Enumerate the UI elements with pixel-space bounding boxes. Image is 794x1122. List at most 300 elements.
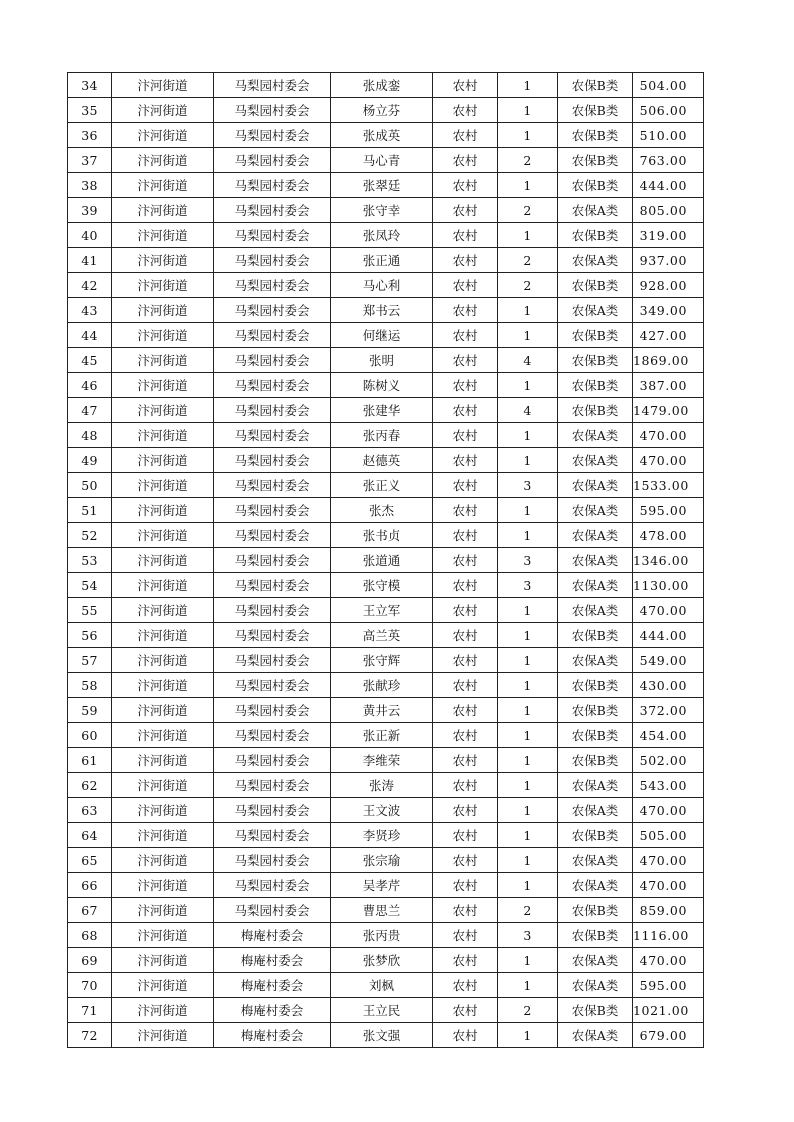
- row-number-cell: 57: [68, 648, 112, 673]
- name-cell: 曹思兰: [331, 898, 433, 923]
- street-cell: 汴河街道: [112, 823, 214, 848]
- area-type-cell: 农村: [433, 748, 498, 773]
- category-cell: 农保B类: [558, 623, 633, 648]
- committee-cell: 马梨园村委会: [214, 673, 331, 698]
- household-count-cell: 1: [498, 173, 558, 198]
- row-number-cell: 47: [68, 398, 112, 423]
- area-type-cell: 农村: [433, 423, 498, 448]
- category-cell: 农保A类: [558, 798, 633, 823]
- name-cell: 张丙贵: [331, 923, 433, 948]
- category-cell: 农保B类: [558, 273, 633, 298]
- committee-cell: 马梨园村委会: [214, 98, 331, 123]
- area-type-cell: 农村: [433, 798, 498, 823]
- name-cell: 陈树义: [331, 373, 433, 398]
- category-cell: 农保A类: [558, 423, 633, 448]
- household-count-cell: 1: [498, 948, 558, 973]
- area-type-cell: 农村: [433, 898, 498, 923]
- table-row: [68, 323, 704, 348]
- amount-cell: 1533.00: [633, 473, 704, 498]
- row-number-cell: 45: [68, 348, 112, 373]
- table-row: [68, 273, 704, 298]
- area-type-cell: 农村: [433, 948, 498, 973]
- table-row: [68, 73, 704, 98]
- row-number-cell: 68: [68, 923, 112, 948]
- row-number-cell: 42: [68, 273, 112, 298]
- row-number-cell: 48: [68, 423, 112, 448]
- table-row: [68, 698, 704, 723]
- committee-cell: 马梨园村委会: [214, 798, 331, 823]
- category-cell: 农保B类: [558, 823, 633, 848]
- household-count-cell: 1: [498, 698, 558, 723]
- household-count-cell: 1: [498, 73, 558, 98]
- name-cell: 吴孝芹: [331, 873, 433, 898]
- table-row: [68, 898, 704, 923]
- name-cell: 郑书云: [331, 298, 433, 323]
- area-type-cell: 农村: [433, 873, 498, 898]
- category-cell: 农保B类: [558, 348, 633, 373]
- name-cell: 赵德英: [331, 448, 433, 473]
- committee-cell: 梅庵村委会: [214, 948, 331, 973]
- row-number-cell: 53: [68, 548, 112, 573]
- street-cell: 汴河街道: [112, 898, 214, 923]
- street-cell: 汴河街道: [112, 848, 214, 873]
- area-type-cell: 农村: [433, 523, 498, 548]
- committee-cell: 马梨园村委会: [214, 773, 331, 798]
- household-count-cell: 1: [498, 873, 558, 898]
- name-cell: 张书贞: [331, 523, 433, 548]
- row-number-cell: 44: [68, 323, 112, 348]
- table-row: [68, 973, 704, 998]
- name-cell: 李贤珍: [331, 823, 433, 848]
- table-row: [68, 923, 704, 948]
- amount-cell: 502.00: [633, 748, 704, 773]
- street-cell: 汴河街道: [112, 948, 214, 973]
- category-cell: 农保A类: [558, 973, 633, 998]
- street-cell: 汴河街道: [112, 248, 214, 273]
- amount-cell: 543.00: [633, 773, 704, 798]
- name-cell: 张凤玲: [331, 223, 433, 248]
- area-type-cell: 农村: [433, 398, 498, 423]
- street-cell: 汴河街道: [112, 698, 214, 723]
- household-count-cell: 1: [498, 448, 558, 473]
- committee-cell: 马梨园村委会: [214, 373, 331, 398]
- household-count-cell: 2: [498, 998, 558, 1023]
- area-type-cell: 农村: [433, 73, 498, 98]
- household-count-cell: 2: [498, 898, 558, 923]
- street-cell: 汴河街道: [112, 173, 214, 198]
- name-cell: 高兰英: [331, 623, 433, 648]
- table-row: [68, 648, 704, 673]
- street-cell: 汴河街道: [112, 723, 214, 748]
- street-cell: 汴河街道: [112, 373, 214, 398]
- street-cell: 汴河街道: [112, 673, 214, 698]
- committee-cell: 梅庵村委会: [214, 998, 331, 1023]
- committee-cell: 梅庵村委会: [214, 923, 331, 948]
- name-cell: 杨立芬: [331, 98, 433, 123]
- amount-cell: 928.00: [633, 273, 704, 298]
- committee-cell: 梅庵村委会: [214, 1023, 331, 1048]
- committee-cell: 马梨园村委会: [214, 248, 331, 273]
- amount-cell: 937.00: [633, 248, 704, 273]
- name-cell: 黄井云: [331, 698, 433, 723]
- household-count-cell: 2: [498, 148, 558, 173]
- amount-cell: 763.00: [633, 148, 704, 173]
- street-cell: 汴河街道: [112, 73, 214, 98]
- committee-cell: 马梨园村委会: [214, 548, 331, 573]
- category-cell: 农保B类: [558, 673, 633, 698]
- data-table: [67, 72, 704, 1048]
- row-number-cell: 40: [68, 223, 112, 248]
- street-cell: 汴河街道: [112, 548, 214, 573]
- household-count-cell: 3: [498, 548, 558, 573]
- table-body: [68, 73, 704, 1048]
- table-row: [68, 473, 704, 498]
- area-type-cell: 农村: [433, 1023, 498, 1048]
- household-count-cell: 1: [498, 773, 558, 798]
- name-cell: 何继运: [331, 323, 433, 348]
- category-cell: 农保B类: [558, 323, 633, 348]
- committee-cell: 马梨园村委会: [214, 348, 331, 373]
- area-type-cell: 农村: [433, 298, 498, 323]
- category-cell: 农保A类: [558, 648, 633, 673]
- name-cell: 张成英: [331, 123, 433, 148]
- street-cell: 汴河街道: [112, 123, 214, 148]
- area-type-cell: 农村: [433, 923, 498, 948]
- area-type-cell: 农村: [433, 148, 498, 173]
- table-row: [68, 198, 704, 223]
- name-cell: 马心利: [331, 273, 433, 298]
- amount-cell: 859.00: [633, 898, 704, 923]
- street-cell: 汴河街道: [112, 448, 214, 473]
- row-number-cell: 41: [68, 248, 112, 273]
- name-cell: 马心青: [331, 148, 433, 173]
- amount-cell: 470.00: [633, 423, 704, 448]
- row-number-cell: 61: [68, 748, 112, 773]
- amount-cell: 679.00: [633, 1023, 704, 1048]
- household-count-cell: 1: [498, 598, 558, 623]
- committee-cell: 马梨园村委会: [214, 73, 331, 98]
- category-cell: 农保A类: [558, 198, 633, 223]
- category-cell: 农保B类: [558, 223, 633, 248]
- row-number-cell: 64: [68, 823, 112, 848]
- street-cell: 汴河街道: [112, 298, 214, 323]
- street-cell: 汴河街道: [112, 423, 214, 448]
- table-row: [68, 223, 704, 248]
- table-row: [68, 498, 704, 523]
- household-count-cell: 3: [498, 923, 558, 948]
- area-type-cell: 农村: [433, 473, 498, 498]
- table-row: [68, 623, 704, 648]
- household-count-cell: 1: [498, 1023, 558, 1048]
- amount-cell: 1116.00: [633, 923, 704, 948]
- street-cell: 汴河街道: [112, 748, 214, 773]
- table-row: [68, 1023, 704, 1048]
- row-number-cell: 56: [68, 623, 112, 648]
- name-cell: 张守模: [331, 573, 433, 598]
- table-row: [68, 173, 704, 198]
- name-cell: 张建华: [331, 398, 433, 423]
- area-type-cell: 农村: [433, 698, 498, 723]
- category-cell: 农保A类: [558, 448, 633, 473]
- household-count-cell: 1: [498, 298, 558, 323]
- row-number-cell: 46: [68, 373, 112, 398]
- amount-cell: 427.00: [633, 323, 704, 348]
- household-count-cell: 4: [498, 348, 558, 373]
- committee-cell: 马梨园村委会: [214, 723, 331, 748]
- street-cell: 汴河街道: [112, 873, 214, 898]
- area-type-cell: 农村: [433, 673, 498, 698]
- amount-cell: 506.00: [633, 98, 704, 123]
- household-count-cell: 3: [498, 573, 558, 598]
- committee-cell: 马梨园村委会: [214, 298, 331, 323]
- table-row: [68, 598, 704, 623]
- household-count-cell: 3: [498, 473, 558, 498]
- name-cell: 张明: [331, 348, 433, 373]
- table-row: [68, 523, 704, 548]
- street-cell: 汴河街道: [112, 323, 214, 348]
- area-type-cell: 农村: [433, 173, 498, 198]
- area-type-cell: 农村: [433, 248, 498, 273]
- area-type-cell: 农村: [433, 723, 498, 748]
- amount-cell: 387.00: [633, 373, 704, 398]
- amount-cell: 444.00: [633, 623, 704, 648]
- name-cell: 张正新: [331, 723, 433, 748]
- name-cell: 刘枫: [331, 973, 433, 998]
- row-number-cell: 50: [68, 473, 112, 498]
- table-row: [68, 748, 704, 773]
- row-number-cell: 55: [68, 598, 112, 623]
- name-cell: 张翠廷: [331, 173, 433, 198]
- category-cell: 农保A类: [558, 598, 633, 623]
- table-row: [68, 723, 704, 748]
- table-row: [68, 298, 704, 323]
- committee-cell: 马梨园村委会: [214, 323, 331, 348]
- area-type-cell: 农村: [433, 348, 498, 373]
- amount-cell: 444.00: [633, 173, 704, 198]
- category-cell: 农保A类: [558, 298, 633, 323]
- household-count-cell: 1: [498, 673, 558, 698]
- committee-cell: 马梨园村委会: [214, 448, 331, 473]
- committee-cell: 马梨园村委会: [214, 573, 331, 598]
- table-row: [68, 823, 704, 848]
- amount-cell: 1869.00: [633, 348, 704, 373]
- name-cell: 张正通: [331, 248, 433, 273]
- amount-cell: 1021.00: [633, 998, 704, 1023]
- category-cell: 农保B类: [558, 723, 633, 748]
- table-row: [68, 673, 704, 698]
- committee-cell: 马梨园村委会: [214, 398, 331, 423]
- row-number-cell: 62: [68, 773, 112, 798]
- table-row: [68, 98, 704, 123]
- street-cell: 汴河街道: [112, 798, 214, 823]
- committee-cell: 马梨园村委会: [214, 598, 331, 623]
- street-cell: 汴河街道: [112, 273, 214, 298]
- area-type-cell: 农村: [433, 198, 498, 223]
- amount-cell: 805.00: [633, 198, 704, 223]
- area-type-cell: 农村: [433, 573, 498, 598]
- row-number-cell: 65: [68, 848, 112, 873]
- household-count-cell: 4: [498, 398, 558, 423]
- amount-cell: 470.00: [633, 848, 704, 873]
- amount-cell: 595.00: [633, 498, 704, 523]
- amount-cell: 470.00: [633, 873, 704, 898]
- household-count-cell: 1: [498, 848, 558, 873]
- amount-cell: 478.00: [633, 523, 704, 548]
- street-cell: 汴河街道: [112, 473, 214, 498]
- table-row: [68, 423, 704, 448]
- committee-cell: 马梨园村委会: [214, 823, 331, 848]
- table-row: [68, 798, 704, 823]
- household-count-cell: 1: [498, 123, 558, 148]
- committee-cell: 马梨园村委会: [214, 898, 331, 923]
- table-row: [68, 448, 704, 473]
- table-row: [68, 998, 704, 1023]
- row-number-cell: 59: [68, 698, 112, 723]
- committee-cell: 马梨园村委会: [214, 198, 331, 223]
- category-cell: 农保B类: [558, 173, 633, 198]
- household-count-cell: 1: [498, 748, 558, 773]
- amount-cell: 430.00: [633, 673, 704, 698]
- row-number-cell: 35: [68, 98, 112, 123]
- household-count-cell: 1: [498, 623, 558, 648]
- category-cell: 农保B类: [558, 923, 633, 948]
- area-type-cell: 农村: [433, 273, 498, 298]
- row-number-cell: 37: [68, 148, 112, 173]
- committee-cell: 马梨园村委会: [214, 123, 331, 148]
- household-count-cell: 1: [498, 523, 558, 548]
- committee-cell: 马梨园村委会: [214, 498, 331, 523]
- amount-cell: 319.00: [633, 223, 704, 248]
- household-count-cell: 1: [498, 973, 558, 998]
- street-cell: 汴河街道: [112, 498, 214, 523]
- area-type-cell: 农村: [433, 223, 498, 248]
- table-row: [68, 373, 704, 398]
- category-cell: 农保B类: [558, 998, 633, 1023]
- row-number-cell: 67: [68, 898, 112, 923]
- category-cell: 农保B类: [558, 398, 633, 423]
- street-cell: 汴河街道: [112, 773, 214, 798]
- committee-cell: 马梨园村委会: [214, 273, 331, 298]
- street-cell: 汴河街道: [112, 1023, 214, 1048]
- name-cell: 张文强: [331, 1023, 433, 1048]
- name-cell: 张成銮: [331, 73, 433, 98]
- row-number-cell: 39: [68, 198, 112, 223]
- area-type-cell: 农村: [433, 823, 498, 848]
- amount-cell: 549.00: [633, 648, 704, 673]
- amount-cell: 1130.00: [633, 573, 704, 598]
- area-type-cell: 农村: [433, 773, 498, 798]
- area-type-cell: 农村: [433, 373, 498, 398]
- category-cell: 农保B类: [558, 98, 633, 123]
- name-cell: 张宗瑜: [331, 848, 433, 873]
- household-count-cell: 1: [498, 323, 558, 348]
- amount-cell: 510.00: [633, 123, 704, 148]
- amount-cell: 1479.00: [633, 398, 704, 423]
- category-cell: 农保B类: [558, 698, 633, 723]
- committee-cell: 马梨园村委会: [214, 423, 331, 448]
- committee-cell: 马梨园村委会: [214, 748, 331, 773]
- category-cell: 农保B类: [558, 148, 633, 173]
- amount-cell: 470.00: [633, 448, 704, 473]
- name-cell: 张守辉: [331, 648, 433, 673]
- amount-cell: 372.00: [633, 698, 704, 723]
- area-type-cell: 农村: [433, 548, 498, 573]
- street-cell: 汴河街道: [112, 998, 214, 1023]
- category-cell: 农保A类: [558, 848, 633, 873]
- area-type-cell: 农村: [433, 598, 498, 623]
- row-number-cell: 71: [68, 998, 112, 1023]
- table-row: [68, 773, 704, 798]
- amount-cell: 505.00: [633, 823, 704, 848]
- row-number-cell: 63: [68, 798, 112, 823]
- category-cell: 农保B类: [558, 373, 633, 398]
- area-type-cell: 农村: [433, 998, 498, 1023]
- table-row: [68, 148, 704, 173]
- committee-cell: 马梨园村委会: [214, 698, 331, 723]
- name-cell: 张涛: [331, 773, 433, 798]
- table-row: [68, 573, 704, 598]
- household-count-cell: 1: [498, 498, 558, 523]
- committee-cell: 马梨园村委会: [214, 148, 331, 173]
- area-type-cell: 农村: [433, 973, 498, 998]
- category-cell: 农保A类: [558, 498, 633, 523]
- name-cell: 张正义: [331, 473, 433, 498]
- household-count-cell: 1: [498, 373, 558, 398]
- household-count-cell: 1: [498, 648, 558, 673]
- name-cell: 王文波: [331, 798, 433, 823]
- category-cell: 农保A类: [558, 248, 633, 273]
- area-type-cell: 农村: [433, 98, 498, 123]
- table-row: [68, 548, 704, 573]
- table-row: [68, 248, 704, 273]
- amount-cell: 470.00: [633, 598, 704, 623]
- name-cell: 张杰: [331, 498, 433, 523]
- household-count-cell: 1: [498, 223, 558, 248]
- table-row: [68, 398, 704, 423]
- row-number-cell: 52: [68, 523, 112, 548]
- category-cell: 农保A类: [558, 773, 633, 798]
- category-cell: 农保B类: [558, 123, 633, 148]
- area-type-cell: 农村: [433, 623, 498, 648]
- row-number-cell: 66: [68, 873, 112, 898]
- committee-cell: 马梨园村委会: [214, 873, 331, 898]
- name-cell: 李维荣: [331, 748, 433, 773]
- area-type-cell: 农村: [433, 848, 498, 873]
- committee-cell: 马梨园村委会: [214, 523, 331, 548]
- street-cell: 汴河街道: [112, 398, 214, 423]
- committee-cell: 马梨园村委会: [214, 648, 331, 673]
- amount-cell: 504.00: [633, 73, 704, 98]
- committee-cell: 梅庵村委会: [214, 973, 331, 998]
- amount-cell: 470.00: [633, 798, 704, 823]
- name-cell: 张守幸: [331, 198, 433, 223]
- name-cell: 张道通: [331, 548, 433, 573]
- street-cell: 汴河街道: [112, 573, 214, 598]
- category-cell: 农保B类: [558, 73, 633, 98]
- table-row: [68, 848, 704, 873]
- area-type-cell: 农村: [433, 648, 498, 673]
- row-number-cell: 36: [68, 123, 112, 148]
- row-number-cell: 58: [68, 673, 112, 698]
- area-type-cell: 农村: [433, 123, 498, 148]
- committee-cell: 马梨园村委会: [214, 623, 331, 648]
- committee-cell: 马梨园村委会: [214, 848, 331, 873]
- row-number-cell: 34: [68, 73, 112, 98]
- category-cell: 农保B类: [558, 898, 633, 923]
- name-cell: 张丙春: [331, 423, 433, 448]
- street-cell: 汴河街道: [112, 523, 214, 548]
- street-cell: 汴河街道: [112, 648, 214, 673]
